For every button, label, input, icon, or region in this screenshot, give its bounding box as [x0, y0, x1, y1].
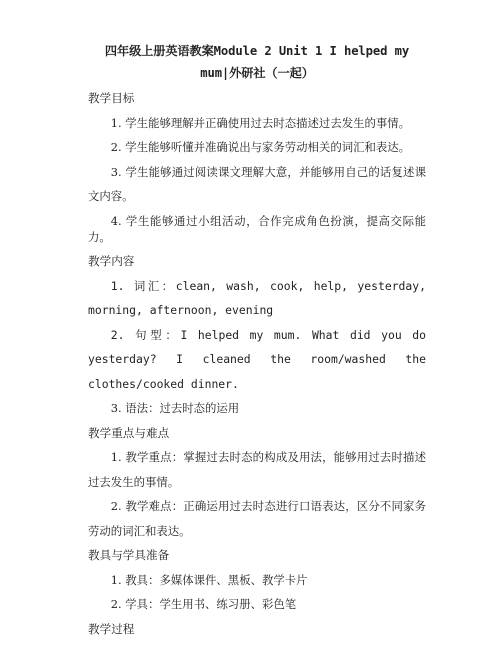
- section-heading-materials: 教具与学具准备: [88, 548, 170, 562]
- key-point-item: 2. 教学难点：正确运用过去时态进行口语表达，区分不同家务劳动的词汇和表达。: [88, 499, 426, 538]
- objective-item: 3. 学生能够通过阅读课文理解大意，并能够用自己的话复述课文内容。: [88, 164, 426, 203]
- objective-item: 1. 学生能够理解并正确使用过去时态描述过去发生的事情。: [110, 115, 411, 130]
- material-item: 1. 教具：多媒体课件、黑板、教学卡片: [110, 572, 308, 587]
- material-item: 2. 学具：学生用书、练习册、彩色笔: [110, 597, 297, 611]
- objective-item: 4. 学生能够通过小组活动，合作完成角色扮演，提高交际能力。: [88, 213, 426, 244]
- section-heading-content: 教学内容: [88, 254, 135, 268]
- document-title: 四年级上册英语教案Module 2 Unit 1 I helped my mum|外研社（一起）: [104, 44, 410, 80]
- content-item: 2. 句型：I helped my mum. What did you do yesterday? I cleaned the room/washed the clothes/cooked dinner.: [88, 327, 426, 391]
- section-heading-objectives: 教学目标: [88, 91, 135, 105]
- key-point-item: 1. 教学重点：掌握过去时态的构成及用法，能够用过去时描述过去发生的事情。: [88, 450, 426, 489]
- content-item: 1. 词汇：clean, wash, cook, help, yesterday, morning, afternoon, evening: [88, 278, 426, 317]
- objective-item: 2. 学生能够听懂并准确说出与家务劳动相关的词汇和表达。: [110, 140, 411, 154]
- section-heading-key-points: 教学重点与难点: [88, 425, 170, 440]
- section-heading-process: 教学过程: [88, 621, 135, 636]
- content-item: 3. 语法：过去时态的运用: [110, 401, 240, 415]
